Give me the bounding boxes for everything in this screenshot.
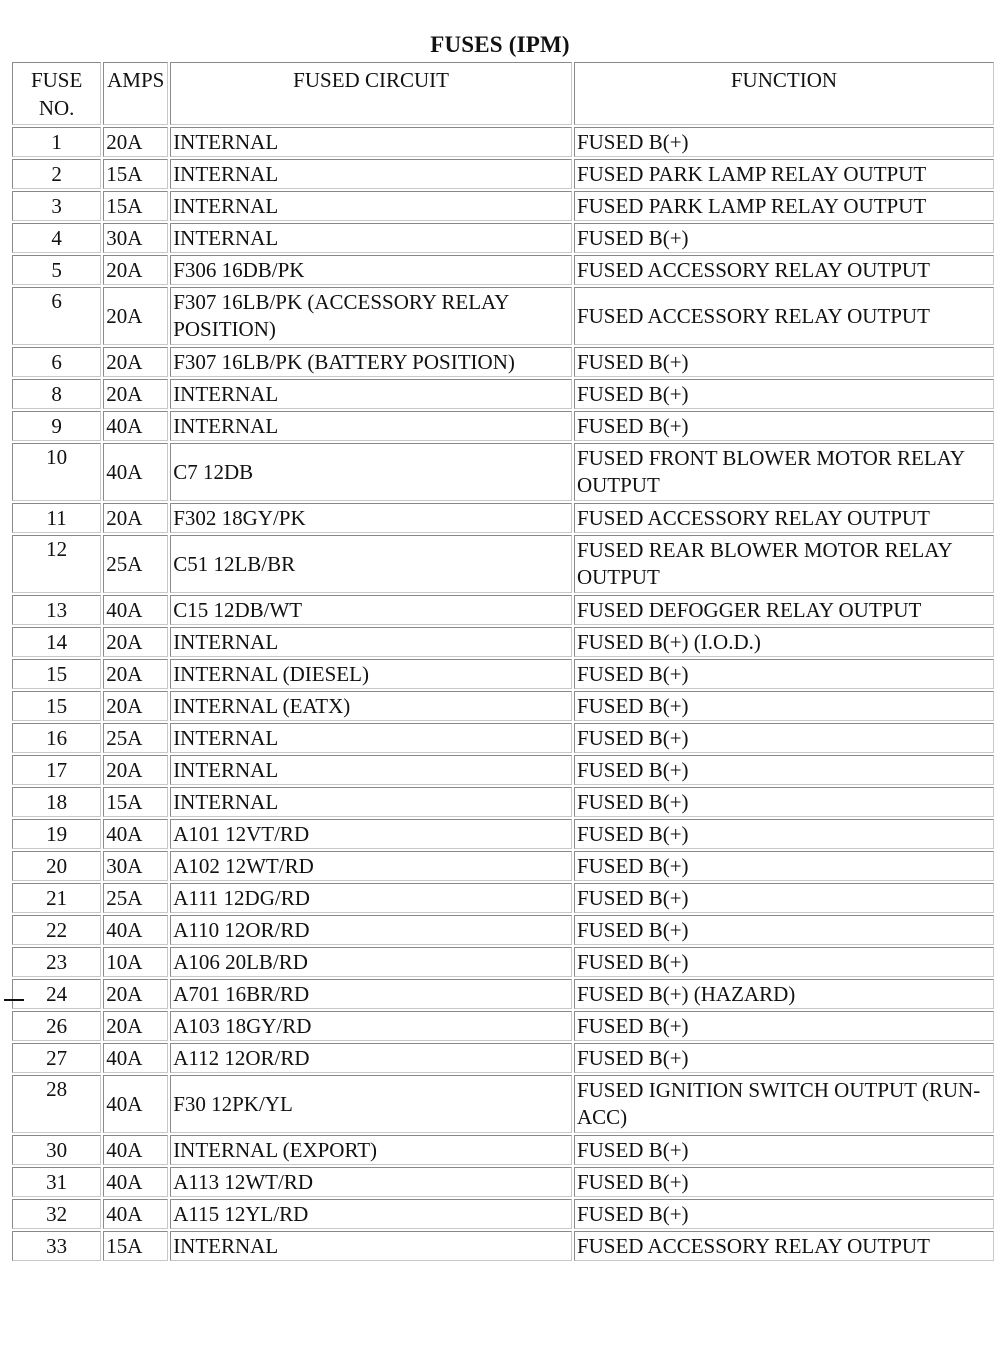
amps-cell: 20A <box>103 627 168 657</box>
circuit-cell: INTERNAL (EATX) <box>170 691 572 721</box>
amps-cell: 40A <box>103 1075 168 1133</box>
fuse-no-cell: 9 <box>12 411 101 441</box>
fuse-no-cell: 33 <box>12 1231 101 1261</box>
table-row <box>12 723 994 753</box>
circuit-cell: A106 20LB/RD <box>170 947 572 977</box>
table-row <box>12 755 994 785</box>
amps-cell: 20A <box>103 287 168 345</box>
table-row <box>12 627 994 657</box>
fuse-no-cell: 16 <box>12 723 101 753</box>
fuse-no-cell: 5 <box>12 255 101 285</box>
circuit-cell: INTERNAL <box>170 627 572 657</box>
circuit-cell: C7 12DB <box>170 443 572 501</box>
circuit-cell: INTERNAL <box>170 787 572 817</box>
function-cell: FUSED B(+) <box>574 1199 994 1229</box>
fuse-no-cell: 17 <box>12 755 101 785</box>
fuse-no-cell: 10 <box>12 443 101 501</box>
function-cell: FUSED B(+) <box>574 947 994 977</box>
fuses-table <box>10 60 996 1263</box>
header-fused-circuit: FUSED CIRCUIT <box>170 62 572 125</box>
amps-cell: 15A <box>103 159 168 189</box>
function-cell: FUSED B(+) <box>574 915 994 945</box>
table-row <box>12 1011 994 1041</box>
table-row <box>12 287 994 345</box>
fuse-no-cell: 20 <box>12 851 101 881</box>
circuit-cell: A103 18GY/RD <box>170 1011 572 1041</box>
function-cell: FUSED FRONT BLOWER MOTOR RELAY OUTPUT <box>574 443 994 501</box>
circuit-cell: F302 18GY/PK <box>170 503 572 533</box>
table-row <box>12 1199 994 1229</box>
table-row <box>12 411 994 441</box>
function-cell: FUSED B(+) <box>574 379 994 409</box>
table-row <box>12 1135 994 1165</box>
amps-cell: 20A <box>103 503 168 533</box>
amps-cell: 30A <box>103 851 168 881</box>
circuit-cell: INTERNAL <box>170 127 572 157</box>
function-cell: FUSED IGNITION SWITCH OUTPUT (RUN-ACC) <box>574 1075 994 1133</box>
circuit-cell: A110 12OR/RD <box>170 915 572 945</box>
circuit-cell: INTERNAL <box>170 159 572 189</box>
fuse-no-cell: 23 <box>12 947 101 977</box>
function-cell: FUSED B(+) (I.O.D.) <box>574 627 994 657</box>
table-row <box>12 691 994 721</box>
table-row <box>12 819 994 849</box>
amps-cell: 30A <box>103 223 168 253</box>
function-cell: FUSED ACCESSORY RELAY OUTPUT <box>574 503 994 533</box>
fuse-no-cell: 21 <box>12 883 101 913</box>
amps-cell: 25A <box>103 883 168 913</box>
circuit-cell: A113 12WT/RD <box>170 1167 572 1197</box>
circuit-cell: INTERNAL <box>170 379 572 409</box>
header-amps: AMPS <box>103 62 168 125</box>
function-cell: FUSED B(+) <box>574 1167 994 1197</box>
circuit-cell: F30 12PK/YL <box>170 1075 572 1133</box>
circuit-cell: A102 12WT/RD <box>170 851 572 881</box>
fuse-no-cell: 14 <box>12 627 101 657</box>
circuit-cell: F307 16LB/PK (ACCESSORY RELAY POSITION) <box>170 287 572 345</box>
function-cell: FUSED B(+) <box>574 787 994 817</box>
circuit-cell: A112 12OR/RD <box>170 1043 572 1073</box>
amps-cell: 40A <box>103 915 168 945</box>
table-row <box>12 1167 994 1197</box>
fuse-no-cell: 6 <box>12 347 101 377</box>
table-row <box>12 159 994 189</box>
function-cell: FUSED B(+) <box>574 127 994 157</box>
circuit-cell: INTERNAL <box>170 223 572 253</box>
fuse-no-cell: 19 <box>12 819 101 849</box>
table-row <box>12 191 994 221</box>
scan-artifact-line <box>4 999 24 1001</box>
fuse-no-cell: 18 <box>12 787 101 817</box>
amps-cell: 40A <box>103 819 168 849</box>
fuse-no-cell: 6 <box>12 287 101 345</box>
circuit-cell: INTERNAL <box>170 191 572 221</box>
circuit-cell: A115 12YL/RD <box>170 1199 572 1229</box>
table-row <box>12 947 994 977</box>
function-cell: FUSED PARK LAMP RELAY OUTPUT <box>574 191 994 221</box>
table-row <box>12 1075 994 1133</box>
function-cell: FUSED ACCESSORY RELAY OUTPUT <box>574 287 994 345</box>
fuse-no-cell: 11 <box>12 503 101 533</box>
circuit-cell: A701 16BR/RD <box>170 979 572 1009</box>
function-cell: FUSED B(+) <box>574 659 994 689</box>
fuse-no-cell: 1 <box>12 127 101 157</box>
amps-cell: 40A <box>103 443 168 501</box>
amps-cell: 20A <box>103 691 168 721</box>
function-cell: FUSED B(+) <box>574 851 994 881</box>
function-cell: FUSED ACCESSORY RELAY OUTPUT <box>574 255 994 285</box>
amps-cell: 40A <box>103 1135 168 1165</box>
amps-cell: 15A <box>103 191 168 221</box>
function-cell: FUSED PARK LAMP RELAY OUTPUT <box>574 159 994 189</box>
circuit-cell: INTERNAL <box>170 1231 572 1261</box>
amps-cell: 10A <box>103 947 168 977</box>
circuit-cell: F307 16LB/PK (BATTERY POSITION) <box>170 347 572 377</box>
fuse-no-cell: 15 <box>12 659 101 689</box>
table-row <box>12 347 994 377</box>
table-row <box>12 1043 994 1073</box>
fuse-no-cell: 4 <box>12 223 101 253</box>
table-header-row <box>12 62 994 125</box>
amps-cell: 25A <box>103 535 168 593</box>
function-cell: FUSED B(+) <box>574 347 994 377</box>
function-cell: FUSED B(+) <box>574 1135 994 1165</box>
circuit-cell: A111 12DG/RD <box>170 883 572 913</box>
fuse-no-cell: 3 <box>12 191 101 221</box>
circuit-cell: INTERNAL (DIESEL) <box>170 659 572 689</box>
circuit-cell: INTERNAL <box>170 723 572 753</box>
table-row <box>12 127 994 157</box>
fuse-no-cell: 2 <box>12 159 101 189</box>
fuse-no-cell: 24 <box>12 979 101 1009</box>
amps-cell: 20A <box>103 1011 168 1041</box>
table-row <box>12 1231 994 1261</box>
amps-cell: 20A <box>103 755 168 785</box>
function-cell: FUSED DEFOGGER RELAY OUTPUT <box>574 595 994 625</box>
circuit-cell: INTERNAL (EXPORT) <box>170 1135 572 1165</box>
amps-cell: 40A <box>103 1167 168 1197</box>
amps-cell: 40A <box>103 595 168 625</box>
amps-cell: 20A <box>103 659 168 689</box>
function-cell: FUSED B(+) <box>574 883 994 913</box>
fuse-no-cell: 13 <box>12 595 101 625</box>
table-row <box>12 979 994 1009</box>
function-cell: FUSED B(+) <box>574 223 994 253</box>
table-row <box>12 443 994 501</box>
table-row <box>12 223 994 253</box>
fuse-no-cell: 15 <box>12 691 101 721</box>
fuse-no-cell: 31 <box>12 1167 101 1197</box>
amps-cell: 20A <box>103 127 168 157</box>
table-row <box>12 595 994 625</box>
table-row <box>12 255 994 285</box>
fuse-no-cell: 28 <box>12 1075 101 1133</box>
fuse-no-cell: 30 <box>12 1135 101 1165</box>
function-cell: FUSED B(+) (HAZARD) <box>574 979 994 1009</box>
circuit-cell: A101 12VT/RD <box>170 819 572 849</box>
amps-cell: 20A <box>103 979 168 1009</box>
header-fuse-no: FUSE NO. <box>12 62 101 125</box>
table-row <box>12 535 994 593</box>
table-row <box>12 851 994 881</box>
function-cell: FUSED B(+) <box>574 1011 994 1041</box>
table-row <box>12 503 994 533</box>
fuse-no-cell: 22 <box>12 915 101 945</box>
function-cell: FUSED B(+) <box>574 723 994 753</box>
function-cell: FUSED B(+) <box>574 691 994 721</box>
amps-cell: 20A <box>103 379 168 409</box>
fuse-no-cell: 27 <box>12 1043 101 1073</box>
table-row <box>12 915 994 945</box>
circuit-cell: C15 12DB/WT <box>170 595 572 625</box>
function-cell: FUSED B(+) <box>574 819 994 849</box>
circuit-cell: INTERNAL <box>170 411 572 441</box>
table-row <box>12 883 994 913</box>
table-row <box>12 379 994 409</box>
amps-cell: 40A <box>103 411 168 441</box>
fuse-no-cell: 26 <box>12 1011 101 1041</box>
circuit-cell: F306 16DB/PK <box>170 255 572 285</box>
fuse-no-cell: 8 <box>12 379 101 409</box>
table-row <box>12 659 994 689</box>
amps-cell: 15A <box>103 787 168 817</box>
amps-cell: 25A <box>103 723 168 753</box>
page-title: FUSES (IPM) <box>430 32 570 57</box>
function-cell: FUSED B(+) <box>574 755 994 785</box>
table-row <box>12 787 994 817</box>
function-cell: FUSED B(+) <box>574 1043 994 1073</box>
amps-cell: 40A <box>103 1199 168 1229</box>
function-cell: FUSED B(+) <box>574 411 994 441</box>
function-cell: FUSED ACCESSORY RELAY OUTPUT <box>574 1231 994 1261</box>
circuit-cell: C51 12LB/BR <box>170 535 572 593</box>
fuse-no-cell: 12 <box>12 535 101 593</box>
fuse-no-cell: 32 <box>12 1199 101 1229</box>
amps-cell: 15A <box>103 1231 168 1261</box>
header-function: FUNCTION <box>574 62 994 125</box>
circuit-cell: INTERNAL <box>170 755 572 785</box>
amps-cell: 20A <box>103 347 168 377</box>
function-cell: FUSED REAR BLOWER MOTOR RELAY OUTPUT <box>574 535 994 593</box>
amps-cell: 20A <box>103 255 168 285</box>
amps-cell: 40A <box>103 1043 168 1073</box>
